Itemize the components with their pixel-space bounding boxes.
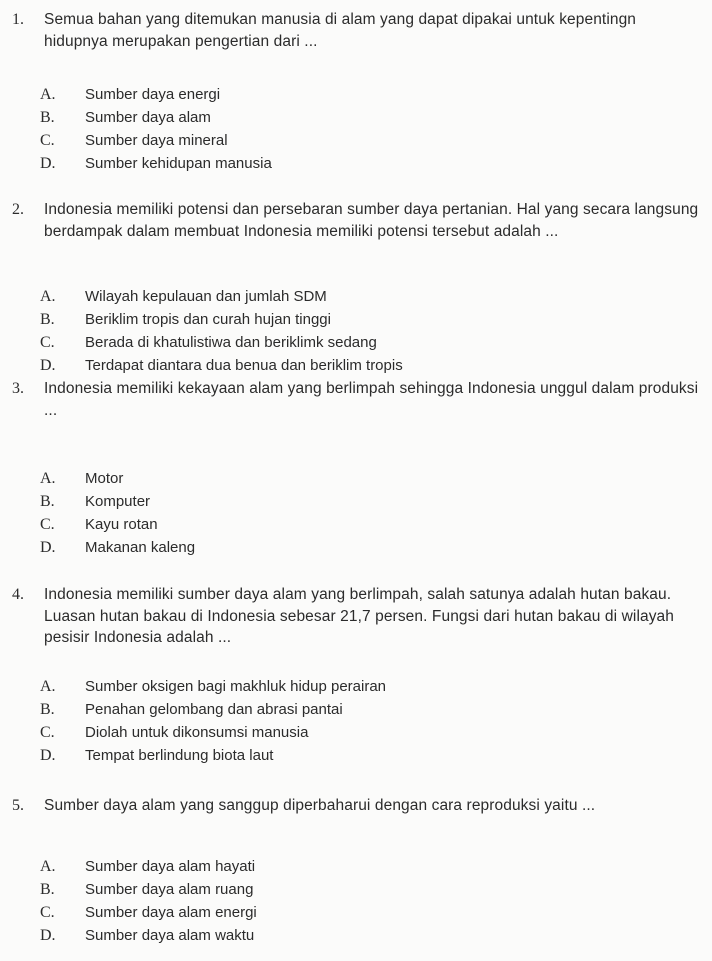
option-text: Makanan kaleng: [85, 539, 196, 556]
option-text: Beriklim tropis dan curah hujan tinggi: [85, 311, 331, 328]
option-text: Motor: [85, 470, 124, 487]
option-text: Sumber daya alam waktu: [85, 927, 255, 944]
option-letter: B.: [40, 701, 55, 718]
option-text: Diolah untuk dikonsumsi manusia: [85, 724, 309, 741]
question-number: 1.: [12, 11, 24, 28]
option-letter: C.: [40, 516, 55, 533]
option-text: Komputer: [85, 493, 151, 510]
question-number: 4.: [12, 586, 24, 603]
option-text: Sumber daya alam energi: [85, 904, 257, 921]
option-text: Sumber daya alam ruang: [85, 881, 254, 898]
option-text: Wilayah kepulauan dan jumlah SDM: [85, 288, 327, 305]
option-letter: B.: [40, 109, 55, 126]
option-letter: C.: [40, 132, 55, 149]
question-text: Indonesia memiliki potensi dan persebaran sumber daya pertanian. Hal yang secara langsung berdampak dalam membuat Indonesia memiliki potensi tersebut adalah ...: [44, 201, 699, 240]
question-number: 3.: [12, 380, 24, 397]
option-text: Sumber daya alam hayati: [85, 858, 256, 875]
question-number: 5.: [12, 797, 24, 814]
option-letter: A.: [40, 858, 56, 875]
option-text: Sumber daya mineral: [85, 132, 228, 149]
question-text: Indonesia memiliki sumber daya alam yang berlimpah, salah satunya adalah hutan bakau. Luasan hutan bakau di Indonesia sebesar 21,7 persen. Fungsi dari hutan bakau di wilayah pesisir Indonesia adalah ...: [44, 586, 674, 646]
option-letter: B.: [40, 881, 55, 898]
option-text: Penahan gelombang dan abrasi pantai: [85, 701, 343, 718]
option-letter: D.: [40, 357, 56, 374]
option-text: Sumber oksigen bagi makhluk hidup perairan: [85, 678, 387, 695]
option-letter: D.: [40, 747, 56, 764]
option-letter: A.: [40, 678, 56, 695]
option-letter: C.: [40, 904, 55, 921]
option-text: Sumber daya alam: [85, 109, 211, 126]
option-letter: A.: [40, 470, 56, 487]
option-letter: D.: [40, 539, 56, 556]
option-text: Sumber kehidupan manusia: [85, 155, 272, 172]
option-letter: D.: [40, 155, 56, 172]
question-text: Semua bahan yang ditemukan manusia di alam yang dapat dipakai untuk kepentingn hidupnya merupakan pengertian dari ...: [44, 11, 637, 50]
question-text: Sumber daya alam yang sanggup diperbaharui dengan cara reproduksi yaitu ...: [44, 797, 596, 814]
option-text: Sumber daya energi: [85, 86, 221, 103]
option-text: Kayu rotan: [85, 516, 158, 533]
option-text: Terdapat diantara dua benua dan beriklim tropis: [85, 357, 403, 374]
option-letter: B.: [40, 311, 55, 328]
option-letter: C.: [40, 334, 55, 351]
option-letter: A.: [40, 86, 56, 103]
option-text: Berada di khatulistiwa dan beriklimk sedang: [85, 334, 377, 351]
option-letter: D.: [40, 927, 56, 944]
option-letter: B.: [40, 493, 55, 510]
question-number: 2.: [12, 201, 24, 218]
option-letter: A.: [40, 288, 56, 305]
option-letter: C.: [40, 724, 55, 741]
question-text: Indonesia memiliki kekayaan alam yang berlimpah sehingga Indonesia unggul dalam produksi ...: [44, 380, 699, 419]
option-text: Tempat berlindung biota laut: [85, 747, 274, 764]
